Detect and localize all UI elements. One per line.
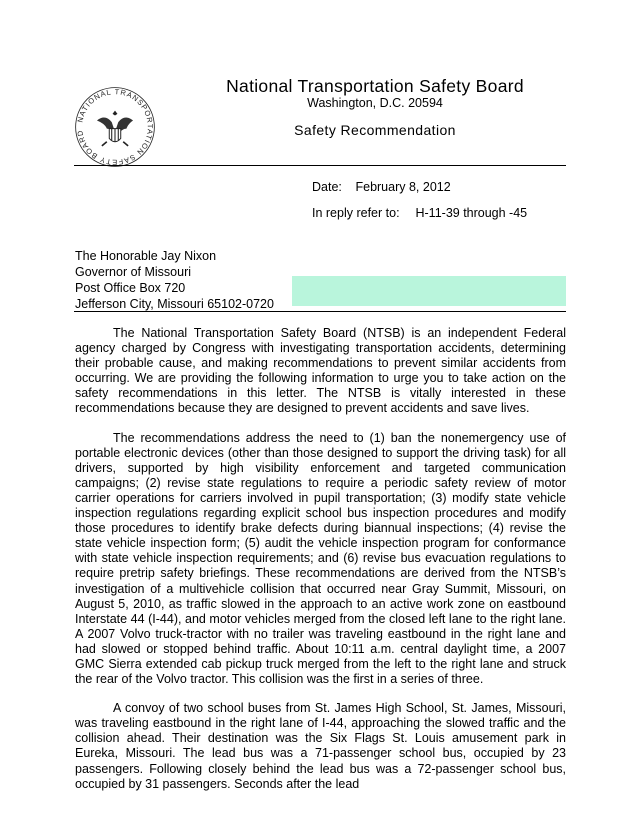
reply-label: In reply refer to: <box>312 206 400 220</box>
highlight-block <box>292 276 566 306</box>
document-type: Safety Recommendation <box>294 122 456 138</box>
address-line: The Honorable Jay Nixon <box>75 249 217 263</box>
body-paragraph: The National Transportation Safety Board (NTSB) is an independent Federal agency charged by Congress with investigating transportation accidents, determining their probable cause, and making recommendations to prevent similar accidents from occurring. We are providing the following information to urge you to take action on the safety recommendations in this letter. The NTSB is vitally interested in these recommendations because they are designed to prevent accidents and save lives. <box>75 326 566 416</box>
body-paragraph: A convoy of two school buses from St. James High School, St. James, Missouri, was traveling eastbound in the right lane of I-44, approaching the slowed traffic and the collision ahead. Their destination was the Six Flags St. Louis amusement park in Eureka, Missouri. The lead bus was a 71-passenger school bus, occupied by 23 passengers. Following closely behind the lead bus was a 72-passenger school bus, occupied by 31 passengers. Seconds after the lead <box>75 701 566 791</box>
date-line <box>312 180 451 194</box>
recipient-address <box>75 248 274 312</box>
ntsb-seal-icon <box>74 86 156 168</box>
date-label: Date: <box>312 180 342 194</box>
address-divider <box>74 311 566 312</box>
address-line: Governor of Missouri <box>75 265 192 279</box>
svg-text:NATIONAL TRANSPORTATION SAFETY: NATIONAL TRANSPORTATION SAFETY BOARD <box>75 87 155 167</box>
date-value: February 8, 2012 <box>355 180 451 194</box>
reply-reference-line <box>312 206 527 220</box>
letter-body <box>75 326 566 806</box>
reply-value: H-11-39 through -45 <box>415 206 528 220</box>
header-divider <box>74 165 566 166</box>
body-paragraph: The recommendations address the need to (1) ban the nonemergency use of portable electronic devices (other than those designed to support the driving task) for all drivers, supported by high visibility enforcement and targeted communication campaigns; (2) revise state regulations to require a periodic safety review of motor carrier operations for carriers involved in pupil transportation; (3) modify state vehicle inspection regulations regarding explicit school bus inspection procedures and modify those procedures to identify brake defects during biannual inspections; (4) revise the state vehicle inspection form; (5) audit the vehicle inspection program for conformance with state vehicle inspection requirements; and (6) revise bus evacuation regulations to require pretrip safety briefings. These recommendations are derived from the NTSB’s investigation of a multivehicle collision that occurred near Gray Summit, Missouri, on August 5, 2010, as traffic slowed in the approach to an active work zone on eastbound Interstate 44 (I-44), and motor vehicles merged from the closed left lane to the right lane. A 2007 Volvo truck-tractor with no trailer was traveling eastbound in the right lane and had slowed or stopped behind traffic. About 10:11 a.m. central daylight time, a 2007 GMC Sierra extended cab pickup truck merged from the left to the right lane and struck the rear of the Volvo tractor. This collision was the first in a series of three. <box>75 430 566 687</box>
agency-name: National Transportation Safety Board <box>226 76 524 96</box>
address-line: Jefferson City, Missouri 65102-0720 <box>75 297 274 311</box>
agency-address: Washington, D.C. 20594 <box>307 96 443 110</box>
address-line: Post Office Box 720 <box>75 281 186 295</box>
